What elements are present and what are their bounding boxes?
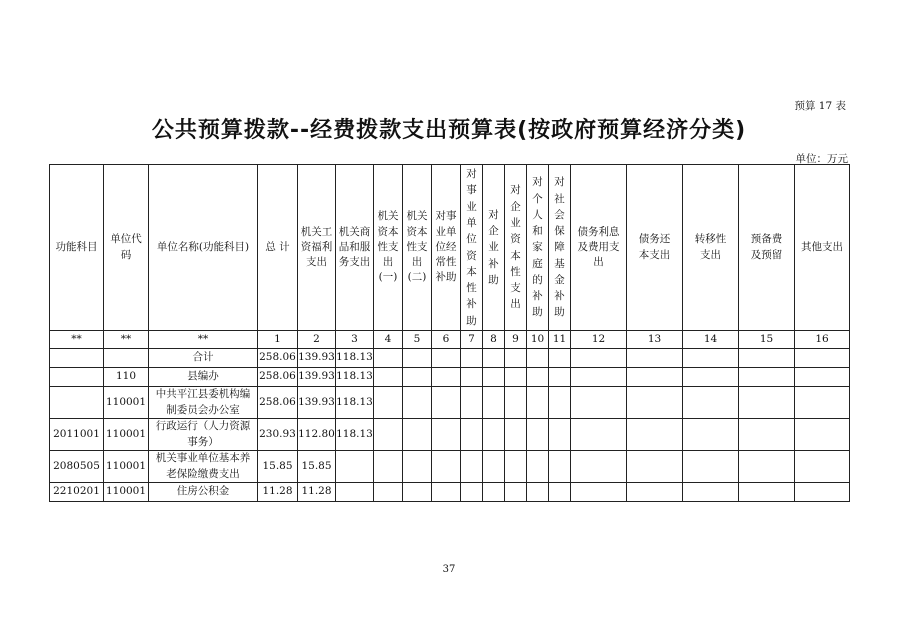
table-cell: [461, 451, 483, 483]
header-cell: 机关商品和服务支出: [336, 165, 374, 331]
table-cell: [683, 451, 739, 483]
table-cell: [505, 451, 527, 483]
index-cell: **: [50, 331, 104, 349]
table-cell: [374, 419, 403, 451]
table-cell: [461, 368, 483, 387]
table-cell: [50, 368, 104, 387]
page-number: 37: [442, 564, 456, 575]
table-cell: 县编办: [149, 368, 258, 387]
table-cell: 110: [104, 368, 149, 387]
header-cell: 单位代码: [104, 165, 149, 331]
table-cell: [527, 483, 549, 502]
budget-table: [49, 164, 850, 502]
index-cell: 2: [298, 331, 336, 349]
table-cell: [549, 483, 571, 502]
table-cell: [571, 387, 627, 419]
table-cell: [571, 483, 627, 502]
table-cell: [483, 387, 505, 419]
table-cell: 15.85: [298, 451, 336, 483]
table-cell: 11.28: [298, 483, 336, 502]
table-cell: [336, 483, 374, 502]
table-cell: [795, 387, 850, 419]
index-cell: **: [104, 331, 149, 349]
table-cell: [461, 483, 483, 502]
table-cell: [795, 451, 850, 483]
table-row: [50, 451, 850, 483]
table-cell: [571, 368, 627, 387]
table-cell: [795, 349, 850, 368]
table-cell: [403, 483, 432, 502]
header-cell: 对个人和家庭的补助: [527, 165, 549, 331]
table-cell: [505, 368, 527, 387]
table-cell: 112.80: [298, 419, 336, 451]
index-cell: 8: [483, 331, 505, 349]
table-row: [50, 349, 850, 368]
table-cell: [505, 387, 527, 419]
table-cell: [683, 387, 739, 419]
table-cell: [104, 349, 149, 368]
table-cell: [627, 387, 683, 419]
table-cell: [549, 451, 571, 483]
table-cell: [374, 349, 403, 368]
table-cell: [549, 368, 571, 387]
table-cell: 行政运行（人力资源事务）: [149, 419, 258, 451]
table-cell: 中共平江县委机构编制委员会办公室: [149, 387, 258, 419]
table-cell: [461, 387, 483, 419]
header-cell: 债务还本支出: [627, 165, 683, 331]
index-row: [50, 331, 850, 349]
table-cell: [505, 483, 527, 502]
table-cell: [432, 368, 461, 387]
table-cell: 258.06: [258, 387, 298, 419]
table-cell: [483, 483, 505, 502]
header-cell: 预备费及预留: [739, 165, 795, 331]
table-cell: [461, 419, 483, 451]
table-cell: [374, 451, 403, 483]
table-cell: [403, 419, 432, 451]
header-row: [50, 165, 850, 331]
table-row: [50, 387, 850, 419]
table-cell: [795, 419, 850, 451]
table-cell: [627, 483, 683, 502]
table-cell: [683, 419, 739, 451]
table-row: [50, 483, 850, 502]
table-cell: [403, 451, 432, 483]
table-cell: [505, 349, 527, 368]
table-cell: [527, 451, 549, 483]
index-cell: 16: [795, 331, 850, 349]
table-cell: [549, 419, 571, 451]
table-cell: 110001: [104, 387, 149, 419]
table-cell: [739, 349, 795, 368]
table-cell: [403, 349, 432, 368]
table-cell: 2210201: [50, 483, 104, 502]
table-cell: [432, 349, 461, 368]
table-row: [50, 368, 850, 387]
table-cell: 110001: [104, 419, 149, 451]
unit-label: 单位：万元: [795, 153, 848, 165]
table-cell: 15.85: [258, 451, 298, 483]
header-cell: 债务利息及费用支出: [571, 165, 627, 331]
table-cell: [739, 387, 795, 419]
table-cell: [527, 349, 549, 368]
table-cell: 118.13: [336, 387, 374, 419]
table-cell: [403, 387, 432, 419]
table-cell: [739, 419, 795, 451]
index-cell: 14: [683, 331, 739, 349]
index-cell: 3: [336, 331, 374, 349]
table-cell: [627, 419, 683, 451]
header-cell: 功能科目: [50, 165, 104, 331]
header-cell: 总 计: [258, 165, 298, 331]
table-cell: [483, 451, 505, 483]
table-cell: [432, 419, 461, 451]
header-cell: 机关资本性支出(二): [403, 165, 432, 331]
table-cell: 139.93: [298, 368, 336, 387]
table-cell: 139.93: [298, 349, 336, 368]
table-cell: 258.06: [258, 349, 298, 368]
table-cell: [739, 368, 795, 387]
index-cell: **: [149, 331, 258, 349]
index-cell: 9: [505, 331, 527, 349]
table-cell: 2011001: [50, 419, 104, 451]
table-cell: [374, 368, 403, 387]
index-cell: 10: [527, 331, 549, 349]
table-cell: 118.13: [336, 349, 374, 368]
table-cell: [432, 387, 461, 419]
index-cell: 1: [258, 331, 298, 349]
table-cell: [505, 419, 527, 451]
table-cell: [549, 349, 571, 368]
table-cell: [683, 483, 739, 502]
table-cell: [571, 451, 627, 483]
header-cell: 对社会保障基金补助: [549, 165, 571, 331]
index-cell: 13: [627, 331, 683, 349]
table-cell: [403, 368, 432, 387]
table-cell: [374, 387, 403, 419]
table-cell: 118.13: [336, 419, 374, 451]
table-cell: [527, 368, 549, 387]
table-cell: [483, 368, 505, 387]
table-cell: [336, 451, 374, 483]
index-cell: 6: [432, 331, 461, 349]
table-cell: [627, 349, 683, 368]
table-cell: [627, 451, 683, 483]
header-cell: 机关资本性支出(一): [374, 165, 403, 331]
table-cell: [549, 387, 571, 419]
table-cell: [483, 419, 505, 451]
table-cell: [527, 419, 549, 451]
table-cell: [795, 483, 850, 502]
header-cell: 转移性支出: [683, 165, 739, 331]
table-cell: [739, 483, 795, 502]
index-cell: 15: [739, 331, 795, 349]
index-cell: 12: [571, 331, 627, 349]
header-cell: 对企业资本性支出: [505, 165, 527, 331]
header-cell: 其他支出: [795, 165, 850, 331]
index-cell: 4: [374, 331, 403, 349]
table-cell: 110001: [104, 483, 149, 502]
table-cell: [374, 483, 403, 502]
table-cell: 230.93: [258, 419, 298, 451]
header-cell: 对事业单位资本性补助: [461, 165, 483, 331]
header-cell: 对企业补助: [483, 165, 505, 331]
table-cell: [527, 387, 549, 419]
table-cell: [432, 451, 461, 483]
header-cell: 机关工资福利支出: [298, 165, 336, 331]
table-cell: [795, 368, 850, 387]
table-cell: 合计: [149, 349, 258, 368]
header-cell: 单位名称(功能科目): [149, 165, 258, 331]
table-cell: [432, 483, 461, 502]
table-cell: [683, 349, 739, 368]
table-cell: 住房公积金: [149, 483, 258, 502]
header-cell: 对事业单位经常性补助: [432, 165, 461, 331]
table-cell: 118.13: [336, 368, 374, 387]
table-cell: [739, 451, 795, 483]
table-cell: 2080505: [50, 451, 104, 483]
table-cell: 11.28: [258, 483, 298, 502]
table-cell: [627, 368, 683, 387]
index-cell: 7: [461, 331, 483, 349]
table-cell: 110001: [104, 451, 149, 483]
form-number: 预算 17 表: [794, 100, 846, 112]
table-cell: 139.93: [298, 387, 336, 419]
table-cell: [571, 419, 627, 451]
page-title: 公共预算拨款--经费拨款支出预算表(按政府预算经济分类): [151, 118, 747, 143]
table-cell: [571, 349, 627, 368]
table-cell: 机关事业单位基本养老保险缴费支出: [149, 451, 258, 483]
table-cell: [50, 349, 104, 368]
table-body: [50, 349, 850, 502]
table-cell: [461, 349, 483, 368]
table-cell: [683, 368, 739, 387]
index-cell: 5: [403, 331, 432, 349]
table-row: [50, 419, 850, 451]
table-cell: 258.06: [258, 368, 298, 387]
index-cell: 11: [549, 331, 571, 349]
table-cell: [50, 387, 104, 419]
table-cell: [483, 349, 505, 368]
